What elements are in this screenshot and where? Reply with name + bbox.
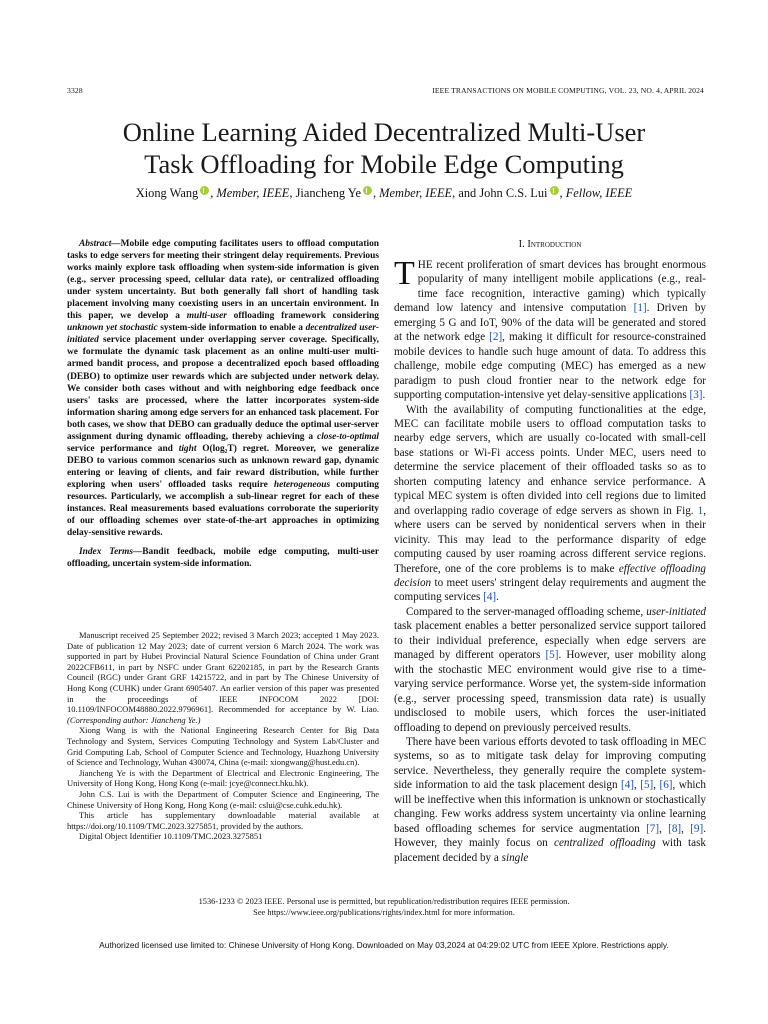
copyright-notice bbox=[0, 896, 768, 919]
drop-cap: T bbox=[394, 255, 415, 292]
abstract-text: O(log₂T) regret. Moreover, we generalize DEBO to various common scenarios such as unknown reward gap, dynamic entering or leaving of clients, and fair reward distribution, while further exploring when users' offloaded tasks require bbox=[67, 443, 379, 490]
intro-paragraph-3 bbox=[394, 605, 706, 735]
abstract-text: Mobile edge computing facilitates users to offload computation tasks to edge servers for meeting their stringent delay requirements. Previous works mainly explore task offloading when system-side information is given (e.g., server processing speed, cellular data rate), or centralized offloading under system uncertainty. But both generally fall short of handling task placement involving many coexisting users in an uncertain environment. In this paper, we develop a bbox=[67, 239, 379, 322]
abstract-emphasis: multi-user bbox=[186, 311, 227, 322]
orcid-icon[interactable] bbox=[550, 186, 559, 195]
running-header: IEEE TRANSACTIONS ON MOBILE COMPUTING, VOL. 23, NO. 4, APRIL 2024 bbox=[432, 86, 704, 95]
section-number: I. bbox=[518, 239, 525, 250]
paragraph-text: task placement enables a better personalized service support tailored to their individual preference, especially when edge servers are managed by different operators bbox=[394, 620, 706, 662]
author-name: Xiong Wang bbox=[135, 186, 199, 200]
paragraph-emphasis: user-initiated bbox=[646, 605, 706, 618]
footnote-affiliation-1: Xiong Wang is with the National Engineering Research Center for Big Data Technology and System, Services Computing Technology and System Lab/Cluster and Grid Computing Lab, School of Computer Science and Technology, Huazhong University of Science and Technology, Wuhan 430074, China (e-mail: xiongwang@hust.edu.cn). bbox=[67, 725, 379, 768]
paragraph-emphasis: effective offloading decision bbox=[394, 562, 706, 589]
right-column bbox=[394, 238, 706, 865]
paragraph-text: There have been various efforts devoted to task offloading in MEC systems, so as to mitigate task delay for improving computing service. Nevertheless, they generally require the complete system-side information to aid the task placement design bbox=[394, 735, 706, 792]
paragraph-text: , where users can be served by nonidentical servers when in their vicinity. This may lead to the performance disparity of edge computing caused by user roaming across different service regions. Therefore, one of the core problems is to make bbox=[394, 504, 706, 575]
footnote-affiliation-3: John C.S. Lui is with the Department of Computer Science and Engineering, The Chinese University of Hong Kong, Hong Kong (e-mail: cslui@cse.cuhk.edu.hk). bbox=[67, 788, 379, 810]
paragraph-text: to meet users' stringent delay requirements and augment the computing services bbox=[394, 576, 706, 604]
citation-link[interactable]: [4] bbox=[620, 779, 634, 792]
orcid-icon[interactable] bbox=[200, 186, 209, 195]
author-role: Fellow, IEEE bbox=[565, 186, 633, 200]
orcid-icon[interactable] bbox=[363, 186, 372, 195]
paragraph-text: . bbox=[702, 389, 706, 402]
separator: , bbox=[633, 779, 641, 792]
abstract-emphasis: decentralized user-initiated bbox=[67, 323, 380, 346]
license-notice: Authorized licensed use limited to: Chinese University of Hong Kong. Downloaded on May 03,2024 at 04:29:02 UTC from IEEE Xplore. Restrictions apply. bbox=[99, 940, 669, 950]
paragraph-text: . However, user mobility along with the stochastic MEC environment would give rise to a time-varying service performance. Worse yet, the system-side information (e.g., server processing speed, transmission data rate) is usually undisclosed to mobile users, which forces the user-initiated offloading to depend on previously perceived results. bbox=[394, 649, 707, 734]
paragraph-text: , which will be ineffective when this information is unknown or stochastically changing. Few works address system uncertainty via online learning based offloading schemes for service augmentation bbox=[394, 779, 706, 835]
author-role: Member, IEEE bbox=[216, 186, 290, 200]
abstract-label: Abstract— bbox=[79, 239, 121, 249]
intro-paragraph-1 bbox=[394, 255, 706, 403]
footnote-supplementary: This article has supplementary downloadable material available at https://doi.org/10.1109/TMC.2023.3275851, provided by the authors. bbox=[67, 810, 379, 831]
paragraph-text: . bbox=[496, 591, 499, 604]
abstract-text: service performance and bbox=[67, 443, 179, 454]
corresponding-author: (Corresponding author: Jiancheng Ye.) bbox=[67, 714, 201, 725]
paragraph-emphasis: single bbox=[501, 851, 529, 864]
abstract-text: service placement under overlapping server coverage. Specifically, we formulate the dynamic task placement as an online multi-user multi-armed bandit process, and propose a decentralized epoch based offloading (DEBO) to optimize user rewards which are subjected under network delay. We consider both cases without and with neighboring edge feedback once users' tasks are processed, where the latter incorporates system-side information sharing among edge servers for an enhanced task placement. For both cases, we show that DEBO can gradually deduce the optimal user-server assignment during dynamic offloading, thereby achieving a bbox=[67, 335, 379, 442]
left-column bbox=[67, 238, 379, 570]
figure-link[interactable]: 1 bbox=[697, 504, 704, 517]
paragraph-text: HE recent proliferation of smart devices has brought enormous popularity of many intelligent mobile applications (e.g., real-time face recognition, interactive gaming) which typically demand low latency and intensive computation bbox=[394, 259, 706, 315]
copyright-line: 1536-1233 © 2023 IEEE. Personal use is permitted, but republication/redistribution requires IEEE permission. bbox=[198, 897, 570, 906]
separator: , bbox=[653, 779, 660, 792]
author-name: Jiancheng Ye bbox=[295, 186, 361, 200]
citation-link[interactable]: [5] bbox=[640, 779, 654, 792]
paper-title-line-1: Online Learning Aided Decentralized Multi-User bbox=[122, 117, 646, 147]
index-terms-label: Index Terms— bbox=[79, 547, 143, 558]
author-name: John C.S. Lui bbox=[479, 186, 548, 200]
abstract-emphasis: close-to-optimal bbox=[317, 431, 379, 442]
citation-link[interactable]: [8] bbox=[668, 822, 682, 835]
abstract-emphasis: heterogeneous bbox=[273, 479, 331, 490]
separator: , bbox=[681, 822, 691, 835]
intro-paragraph-2 bbox=[394, 403, 706, 605]
index-terms-text: Bandit feedback, mobile edge computing, multi-user offloading, uncertain system-side information. bbox=[67, 547, 379, 570]
author-conjunction: and bbox=[458, 186, 477, 200]
abstract-emphasis: tight bbox=[178, 443, 197, 454]
footnote-doi: Digital Object Identifier 10.1109/TMC.2023.3275851 bbox=[79, 831, 263, 842]
author-role: Member, IEEE bbox=[379, 186, 453, 200]
citation-link[interactable]: [3] bbox=[689, 389, 703, 402]
footnote-affiliation-2: Jiancheng Ye is with the Department of Electrical and Electronic Engineering, The University of Hong Kong, Hong Kong (e-mail: jcye@connect.hku.hk). bbox=[67, 767, 379, 789]
paper-title-line-2: Task Offloading for Mobile Edge Computing bbox=[144, 149, 624, 179]
citation-link[interactable]: [6] bbox=[659, 779, 673, 792]
copyright-line: See https://www.ieee.org/publications/rights/index.html for more information. bbox=[253, 908, 515, 918]
abstract-text: system-side information to enable a bbox=[157, 323, 306, 334]
paragraph-text: Compared to the server-managed offloading scheme, bbox=[406, 605, 647, 618]
paragraph-text: . However, they mainly focus on bbox=[394, 822, 706, 850]
citation-link[interactable]: [4] bbox=[483, 591, 497, 604]
abstract-text: offloading framework considering bbox=[226, 311, 379, 322]
paragraph-text: , making it difficult for resource-constrained mobile devices to handle such huge amount of data. To address this challenge, mobile edge computing (MEC) has emerged as a new paradigm to push cloud frontier near to the network edge for supporting computation-intensive yet delay-sensitive applications bbox=[394, 331, 706, 402]
intro-paragraph-4 bbox=[394, 735, 706, 865]
footnotes bbox=[67, 630, 379, 842]
section-title: Introduction bbox=[527, 239, 582, 250]
footnote-manuscript bbox=[67, 630, 379, 725]
abstract-text: computing resources. Particularly, we accomplish a sub-linear regret for each of these instances. Real measurements based evaluations corroborate the superiority of our offloading schemes over state-of-the-art approaches in optimizing delay-sensitive rewards. bbox=[67, 479, 379, 539]
citation-link[interactable]: [7] bbox=[646, 822, 660, 835]
citation-link[interactable]: [2] bbox=[489, 331, 503, 344]
footnote-text: Manuscript received 25 September 2022; revised 3 March 2023; accepted 1 May 2023. Date of publication 12 May 2023; date of current version 6 March 2024. The work was supported in part by Hubei Provincial Natural Science Foundation of China under Grant 2022CFB611, in part by NSFC under Grant 62202185, in part by the Research Grants Council (RGC) under Grant GRF 14215722, and in part by The Chinese University of Hong Kong (CUHK) under Grant 6905407. An earlier version of this paper was presented in the proceedings of IEEE INFOCOM 2022 [DOI: 10.1109/INFOCOM48880.2022.9796961]. Recommended for acceptance by W. Liao. bbox=[67, 630, 379, 715]
paragraph-emphasis: centralized offloading bbox=[554, 837, 656, 850]
page-number: 3328 bbox=[67, 86, 83, 95]
paragraph-text: with task placement decided by a bbox=[394, 837, 706, 864]
citation-link[interactable]: [1] bbox=[633, 302, 647, 315]
author-line: Xiong Wang , Member, IEEE, Jiancheng Ye , Member, IEEE, and John C.S. Lui , Fellow, IEEE bbox=[135, 186, 633, 200]
paragraph-text: With the availability of computing functionalities at the edge, MEC can facilitate mobile users to offload computation tasks to nearby edge servers, which are usually co-located with small-cell base stations or Wi-Fi access points. Under MEC, users need to determine the service placement of their offloaded tasks so as to shorten computing latency and enhance service performance. A typical MEC system is often divided into cell regions due to limited and overlapping radio coverage of edge servers as shown in Fig. bbox=[394, 403, 706, 517]
abstract bbox=[67, 238, 379, 539]
separator: , bbox=[659, 822, 669, 835]
citation-link[interactable]: [5] bbox=[545, 649, 559, 662]
paragraph-text: . Driven by emerging 5 G and IoT, 90% of the data will be generated and stored at the network edge bbox=[394, 302, 706, 344]
abstract-emphasis: unknown yet stochastic bbox=[67, 323, 158, 334]
section-heading bbox=[394, 238, 706, 252]
index-terms bbox=[67, 546, 379, 570]
citation-link[interactable]: [9] bbox=[690, 822, 704, 835]
